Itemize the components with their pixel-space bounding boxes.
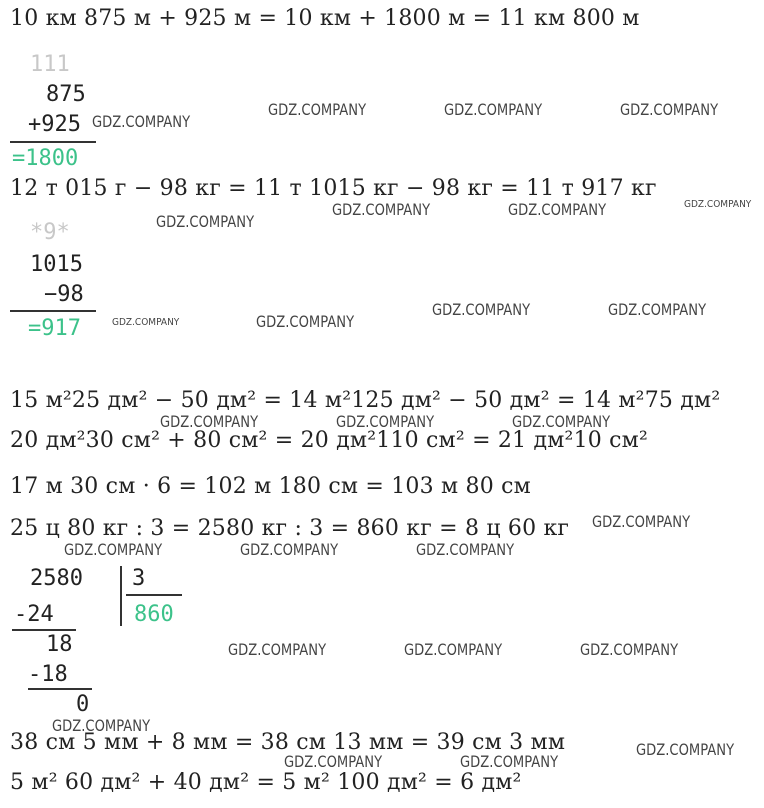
watermark: GDZ.COMPANY [284,752,383,771]
addition-bottom: +925 [28,112,81,137]
subtraction-result: =917 [28,316,81,341]
watermark: GDZ.COMPANY [608,300,707,319]
watermark: GDZ.COMPANY [240,540,339,559]
subtraction-bottom: −98 [44,282,84,307]
division-bar [120,566,122,626]
equation-7: 38 см 5 мм + 8 мм = 38 см 13 мм = 39 см 3 мм [10,730,566,755]
watermark: GDZ.COMPANY [592,512,691,531]
equation-8: 5 м² 60 дм² + 40 дм² = 5 м² 100 дм² = 6 дм² [10,770,522,795]
equation-6: 25 ц 80 кг : 3 = 2580 кг : 3 = 860 кг = 8 ц 60 кг [10,516,570,541]
equation-2: 12 т 015 г − 98 кг = 11 т 1015 кг − 98 кг = 11 т 917 кг [10,176,657,201]
watermark: GDZ.COMPANY [404,640,503,659]
watermark: GDZ.COMPANY [336,412,435,431]
subtraction-carry: *9* [30,220,70,245]
addition-rule [10,141,96,143]
addition-result: =1800 [12,146,79,171]
equation-4: 20 дм²30 см² + 80 см² = 20 дм²110 см² = 21 дм²10 см² [10,428,649,453]
division-divisor: 3 [132,566,146,591]
watermark: GDZ.COMPANY [416,540,515,559]
equation-5: 17 м 30 см · 6 = 102 м 180 см = 103 м 80 см [10,474,531,499]
watermark: GDZ.COMPANY [460,752,559,771]
equation-1: 10 км 875 м + 925 м = 10 км + 1800 м = 11 км 800 м [10,6,640,31]
watermark: GDZ.COMPANY [268,100,367,119]
equation-3: 15 м²25 дм² − 50 дм² = 14 м²125 дм² − 50 дм² = 14 м²75 дм² [10,388,721,413]
division-divisor-rule [126,594,182,596]
watermark: GDZ.COMPANY [620,100,719,119]
division-step-2: 18 [46,632,73,657]
watermark: GDZ.COMPANY [256,312,355,331]
watermark: GDZ.COMPANY [512,412,611,431]
watermark: GDZ.COMPANY [156,212,255,231]
watermark: GDZ.COMPANY [684,199,752,210]
division-step-1: -24 [14,602,54,627]
watermark: GDZ.COMPANY [432,300,531,319]
division-rule-2 [28,688,92,690]
subtraction-rule [10,310,96,312]
watermark: GDZ.COMPANY [580,640,679,659]
watermark: GDZ.COMPANY [64,540,163,559]
watermark: GDZ.COMPANY [160,412,259,431]
subtraction-top: 1015 [30,252,83,277]
addition-top: 875 [46,82,86,107]
division-rule-1 [12,629,76,631]
division-quotient: 860 [134,602,174,627]
addition-carry: 111 [30,52,70,77]
watermark: GDZ.COMPANY [332,200,431,219]
division-step-3: -18 [28,662,68,687]
division-remainder: 0 [76,692,90,717]
watermark: GDZ.COMPANY [228,640,327,659]
division-dividend: 2580 [30,566,83,591]
watermark: GDZ.COMPANY [444,100,543,119]
watermark: GDZ.COMPANY [636,740,735,759]
watermark: GDZ.COMPANY [112,317,180,328]
watermark: GDZ.COMPANY [92,112,191,131]
watermark: GDZ.COMPANY [52,716,151,735]
watermark: GDZ.COMPANY [508,200,607,219]
